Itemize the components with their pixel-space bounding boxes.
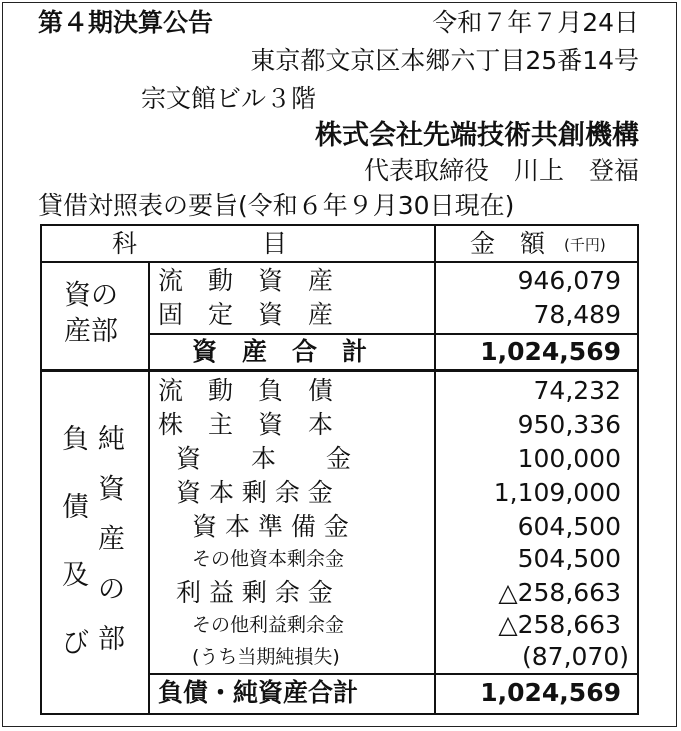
liab-label-char-1: 負 bbox=[62, 424, 89, 455]
row-value-capital: 100,000 bbox=[517, 444, 621, 473]
row-value-other-retained-earnings: △258,663 bbox=[498, 610, 621, 639]
row-value-legal-capital-reserve: 604,500 bbox=[517, 512, 621, 541]
header-divider bbox=[42, 261, 637, 263]
liab-label-char-2: 債 bbox=[62, 492, 89, 523]
row-value-retained-earnings: △258,663 bbox=[498, 578, 621, 607]
balance-sheet-table bbox=[40, 224, 639, 715]
liab-total-divider bbox=[148, 673, 637, 675]
notice-date: 令和７年７月24日 bbox=[432, 8, 639, 37]
notice-title: 第４期決算公告 bbox=[38, 8, 214, 37]
row-label-fixed-assets: 固 定 資 産 bbox=[158, 300, 334, 329]
row-label-liab-total: 負債・純資産合計 bbox=[158, 678, 359, 707]
row-label-net-loss: (うち当期純損失) bbox=[192, 646, 340, 668]
liab-label-char-4: び bbox=[62, 628, 89, 659]
row-label-capital: 資 本 金 bbox=[176, 444, 352, 473]
row-label-current-liabilities: 流 動 負 債 bbox=[158, 376, 334, 405]
address-line-1: 東京都文京区本郷六丁目25番14号 bbox=[250, 46, 639, 75]
row-label-capital-surplus: 資 本 剰 余 金 bbox=[176, 478, 333, 507]
row-value-capital-surplus: 1,109,000 bbox=[493, 478, 621, 507]
row-label-retained-earnings: 利 益 剰 余 金 bbox=[176, 578, 333, 607]
representative: 代表取締役 川上 登福 bbox=[363, 156, 639, 185]
row-label-current-assets: 流 動 資 産 bbox=[158, 266, 334, 295]
row-label-assets-total: 資 産 合 計 bbox=[192, 337, 368, 366]
assets-category-label-1: 資の bbox=[64, 280, 118, 311]
row-label-other-capital-surplus: その他資本剰余金 bbox=[192, 548, 345, 570]
row-value-liab-total: 1,024,569 bbox=[480, 678, 621, 707]
unit-label: (千円) bbox=[564, 236, 606, 254]
liab-label-char-6: 資 bbox=[98, 474, 125, 505]
assets-category-label-2: 産部 bbox=[64, 316, 118, 347]
liab-label-char-8: の bbox=[98, 574, 125, 605]
row-label-other-retained-earnings: その他利益剰余金 bbox=[192, 614, 345, 636]
liab-label-char-5: 純 bbox=[98, 424, 125, 455]
row-value-current-assets: 946,079 bbox=[517, 266, 621, 295]
row-value-assets-total: 1,024,569 bbox=[480, 337, 621, 366]
assets-total-divider bbox=[148, 333, 637, 335]
address-line-2: 宗文館ビル３階 bbox=[141, 84, 317, 113]
liab-label-char-9: 部 bbox=[98, 624, 125, 655]
assets-section-divider bbox=[42, 369, 637, 372]
row-value-net-loss: (87,070) bbox=[522, 642, 629, 671]
company-name: 株式会社先端技術共創機構 bbox=[315, 120, 639, 151]
row-value-other-capital-surplus: 504,500 bbox=[517, 544, 621, 573]
row-value-shareholders-equity: 950,336 bbox=[517, 410, 621, 439]
amount-column-header: 金 額 bbox=[470, 229, 546, 258]
row-value-current-liabilities: 74,232 bbox=[533, 376, 621, 405]
statement-title: 貸借対照表の要旨(令和６年９月30日現在) bbox=[38, 191, 515, 220]
category-column-divider bbox=[148, 261, 150, 713]
row-label-legal-capital-reserve: 資 本 準 備 金 bbox=[192, 512, 349, 541]
amount-column-divider bbox=[434, 226, 436, 713]
liab-label-char-7: 産 bbox=[98, 524, 125, 555]
subject-column-header: 科 目 bbox=[112, 229, 288, 258]
liab-label-char-3: 及 bbox=[62, 560, 89, 591]
row-label-shareholders-equity: 株 主 資 本 bbox=[158, 410, 334, 439]
row-value-fixed-assets: 78,489 bbox=[533, 300, 621, 329]
